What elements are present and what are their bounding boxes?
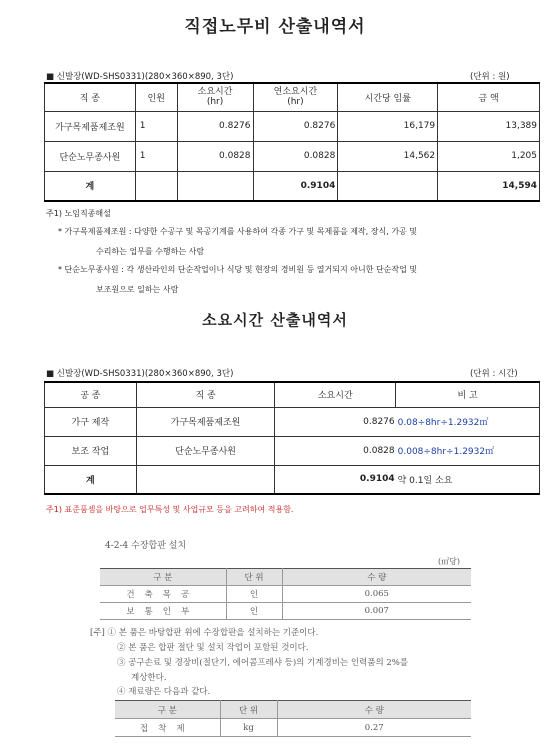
- header-quantity: 수 량: [282, 569, 471, 586]
- unit-label-1: (단위 : 원): [470, 72, 510, 82]
- cell-quantity: 0.007: [282, 603, 471, 620]
- header-work-type: 공 종: [45, 382, 137, 407]
- header-category: 구 분: [100, 569, 226, 586]
- spec-label-1: ■ 신발장(WD-SHS0331)(280×360×890, 3단): [46, 72, 234, 82]
- header-required-hours: 소요시간: [275, 382, 396, 407]
- cell-unit: 인: [226, 603, 282, 620]
- labor-standard-table: [100, 568, 471, 620]
- cell-category: 접착제: [115, 719, 220, 737]
- cell-annual-hours: 0.0828: [253, 141, 338, 171]
- header-required-hours: 소요시간 (hr): [177, 83, 253, 111]
- cell-hourly-wage: 16,179: [338, 111, 438, 141]
- total-hours: 0.9104: [253, 171, 338, 201]
- header-annual-hours: 연소요시간 (hr): [253, 83, 338, 111]
- scan-note-1: [주] ① 본 품은 바탕합판 위에 수장합판을 설치하는 기준이다.: [90, 628, 319, 638]
- header-amount: 금 액: [438, 83, 540, 111]
- total-amount: 14,594: [438, 171, 540, 201]
- cell-category: 보통인부: [100, 603, 226, 620]
- table-row: [115, 719, 471, 737]
- notes-head: 주1) 노임직종해설: [46, 209, 111, 218]
- total-remark: 약 0.1일 소요: [396, 465, 540, 494]
- header-quantity: 수 량: [277, 701, 471, 719]
- cell-amount: 1,205: [438, 141, 540, 171]
- cell-work-type: 가구 제작: [45, 407, 137, 436]
- table-total-row: [45, 465, 540, 494]
- header-category: 구 분: [115, 701, 220, 719]
- scan-note-2: ② 본 품은 합판 절단 및 설치 작업이 포함된 것이다.: [117, 643, 309, 653]
- note-application: 주1) 표준품셈을 바탕으로 업무특성 및 사업규모 등을 고려하여 적용함.: [46, 505, 294, 514]
- labor-cost-table: [44, 82, 540, 202]
- cell-headcount: 1: [135, 111, 177, 141]
- cell-annual-hours: 0.8276: [253, 111, 338, 141]
- table-header-row: [115, 701, 471, 719]
- table-row: [45, 436, 540, 465]
- total-label: 계: [45, 465, 137, 494]
- table-row: [45, 407, 540, 436]
- section-heading: 4-2-4 수장합판 설치: [105, 541, 187, 551]
- page-title-required-time: 소요시간 산출내역서: [202, 311, 348, 329]
- cell-required-hours: 0.8276: [275, 407, 396, 436]
- cell-quantity: 0.065: [282, 586, 471, 603]
- required-time-table: [44, 381, 540, 495]
- note-simple-laborer: * 단순노무종사원 : 각 생산라인의 단순작업이나 식당 및 현장의 경비원 등 열거되지 아니한 단순작업 및: [58, 265, 418, 274]
- table-row: [45, 141, 540, 171]
- note-simple-laborer-cont: 보조원으로 일하는 사람: [96, 285, 179, 294]
- material-table: [115, 700, 471, 737]
- header-job-type: 직 종: [45, 83, 136, 111]
- spec-label-2: ■ 신발장(WD-SHS0331)(280×360×890, 3단): [46, 369, 234, 379]
- cell-required-hours: 0.8276: [177, 111, 253, 141]
- cell-unit: 인: [226, 586, 282, 603]
- scan-note-4: ④ 재료량은 다음과 같다.: [117, 687, 211, 697]
- cell-work-type: 보조 작업: [45, 436, 137, 465]
- cell-category: 건축목공: [100, 586, 226, 603]
- cell-hourly-wage: 14,562: [338, 141, 438, 171]
- cell-headcount: 1: [135, 141, 177, 171]
- header-remarks: 비 고: [396, 382, 540, 407]
- cell-remark: 0.08÷8hr÷1.2932㎡: [396, 407, 540, 436]
- table-row: [100, 586, 471, 603]
- table-header-row: [100, 569, 471, 586]
- cell-required-hours: 0.0828: [275, 436, 396, 465]
- header-headcount: 인원: [135, 83, 177, 111]
- header-hourly-wage: 시간당 임률: [338, 83, 438, 111]
- unit-label-2: (단위 : 시간): [470, 369, 518, 379]
- cell-remark: 0.008÷8hr÷1.2932㎡: [396, 436, 540, 465]
- cell-job-type: 단순노무종사원: [136, 436, 275, 465]
- cell-unit: kg: [220, 719, 277, 737]
- cell-job-type: 단순노무종사원: [45, 141, 136, 171]
- scan-note-3-cont: 계상한다.: [131, 673, 167, 683]
- header-unit: 단 위: [220, 701, 277, 719]
- cell-required-hours: 0.0828: [177, 141, 253, 171]
- cell-quantity: 0.27: [277, 719, 471, 737]
- total-hours: 0.9104: [275, 465, 396, 494]
- note-furniture-maker-cont: 수리하는 업무를 수행하는 사람: [96, 247, 205, 256]
- table-row: [100, 603, 471, 620]
- table-row: [45, 111, 540, 141]
- header-unit: 단 위: [226, 569, 282, 586]
- header-job-type: 직 종: [136, 382, 275, 407]
- total-label: 계: [45, 171, 136, 201]
- table-total-row: [45, 171, 540, 201]
- cell-amount: 13,389: [438, 111, 540, 141]
- table-header-row: [45, 382, 540, 407]
- scan-unit-label: (㎡당): [438, 557, 460, 566]
- table-header-row: [45, 83, 540, 111]
- note-furniture-maker: * 가구목제품제조원 : 다양한 수공구 및 목공기계를 사용하여 각종 가구 및 목제품을 제작, 장식, 가공 및: [58, 227, 418, 236]
- page-title-labor-cost: 직접노무비 산출내역서: [184, 17, 366, 37]
- scan-note-3: ③ 공구손료 및 경장비(절단기, 에어콤프레샤 등)의 기계경비는 인력품의 2%를: [117, 658, 409, 668]
- cell-job-type: 가구목제품제조원: [45, 111, 136, 141]
- cell-job-type: 가구목제품제조원: [136, 407, 275, 436]
